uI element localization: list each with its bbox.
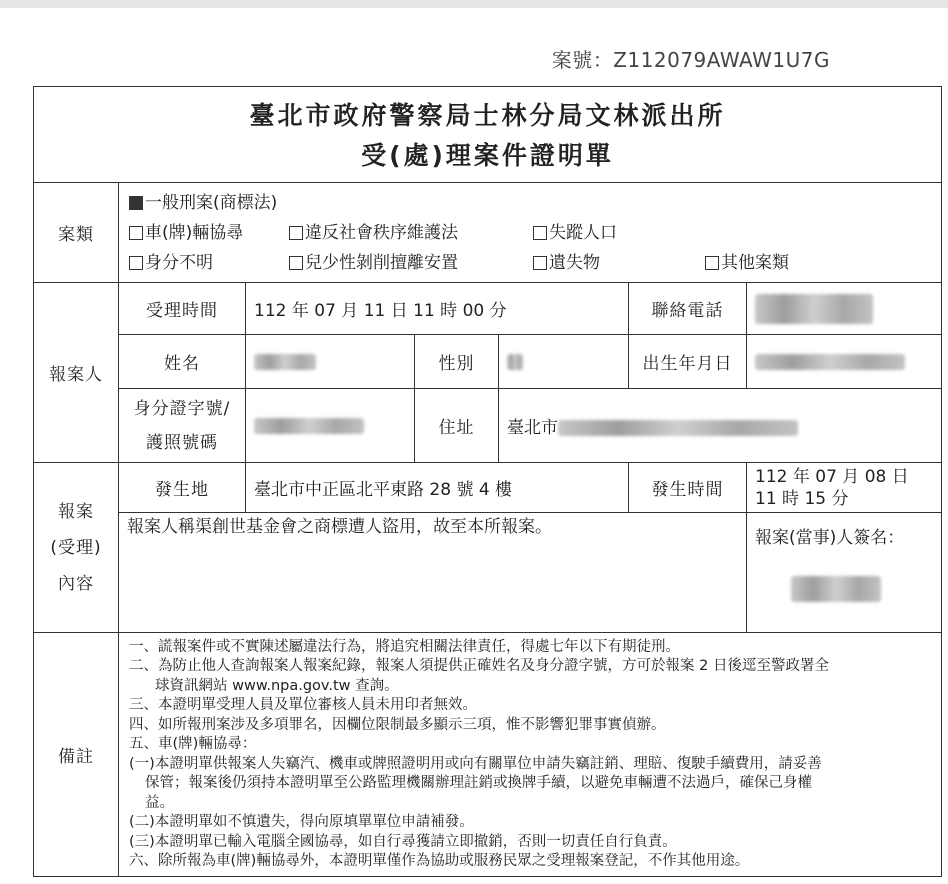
accept-time-label: 受理時間 — [119, 283, 246, 335]
checkbox-empty-icon — [533, 256, 547, 270]
category-label: 案類 — [34, 183, 119, 283]
remark-line: 五、車(牌)輛協尋： — [129, 736, 257, 752]
checkbox-empty-icon — [289, 256, 303, 270]
remark-line: (一)本證明單供報案人失竊汽、機車或牌照證明用或向有關單位申請失竊註銷、理賠、復駛手續費用，請妥善 — [129, 755, 822, 772]
remarks-content — [119, 633, 942, 877]
category-lost-property: 遺失物 — [533, 248, 705, 278]
category-child-exploitation: 兒少性剝削擅離安置 — [289, 248, 533, 278]
category-general-criminal: 一般刑案(商標法) — [129, 188, 277, 218]
remark-line: 四、如所報刑案涉及多項罪名，因欄位限制最多顯示三項，惟不影響犯罪事實偵辦。 — [129, 716, 666, 733]
redacted-signature — [791, 576, 881, 602]
remark-line: 球資訊網站 www.npa.gov.tw 查詢。 — [155, 677, 399, 694]
category-vehicle-search: 車(牌)輛協尋 — [129, 218, 289, 248]
certificate-form — [33, 86, 942, 877]
redacted-name — [254, 354, 316, 370]
title-police-station: 臺北市政府警察局士林分局文林派出所 — [249, 100, 726, 130]
name-value-redacted — [246, 335, 415, 389]
remark-line: 六、除所報為車(牌)輛協尋外，本證明單僅作為協助或服務民眾之受理報案登記，不作其他用途。 — [129, 853, 750, 869]
birth-value-redacted — [747, 335, 942, 389]
checkbox-empty-icon — [289, 226, 303, 240]
checkbox-empty-icon — [705, 256, 719, 270]
address-label: 住址 — [415, 389, 499, 463]
remark-line: 一、謊報案件或不實陳述屬違法行為，將追究相關法律責任，得處七年以下有期徒刑。 — [129, 638, 680, 655]
category-options — [119, 183, 942, 283]
category-other: 其他案類 — [705, 248, 789, 278]
birth-label: 出生年月日 — [629, 335, 747, 389]
id-label: 身分證字號/ 護照號碼 — [119, 389, 246, 463]
occur-time-label: 發生時間 — [629, 463, 747, 513]
signature-cell — [747, 513, 942, 633]
remark-line: (二)本證明單如不慎遺失，得向原填單單位申請補發。 — [129, 814, 474, 830]
gender-value-redacted — [499, 335, 629, 389]
title-certificate: 受(處)理案件證明單 — [361, 140, 614, 170]
remark-line: (三)本證明單已輸入電腦全國協尋，如自行尋獲請立即撤銷，否則一切責任自行負責。 — [129, 833, 677, 850]
redacted-gender — [507, 354, 523, 370]
category-social-order: 違反社會秩序維護法 — [289, 218, 533, 248]
report-content-section-label: 報案 (受理) 內容 — [34, 463, 119, 633]
remarks-label: 備註 — [34, 633, 119, 877]
redacted-phone — [755, 294, 873, 324]
occur-time-value: 112 年 07 月 08 日 11 時 15 分 — [747, 463, 942, 513]
form-title — [34, 87, 942, 183]
accept-time-value: 112 年 07 月 11 日 11 時 00 分 — [246, 283, 629, 335]
redacted-address — [558, 420, 798, 436]
location-value: 臺北市中正區北平東路 28 號 4 樓 — [246, 463, 629, 513]
redacted-id-number — [254, 418, 364, 434]
checkbox-empty-icon — [533, 226, 547, 240]
signature-label: 報案(當事)人簽名： — [755, 528, 905, 548]
case-number: 案號：Z112079AWAW1U7G — [551, 48, 830, 72]
remark-line: 二、為防止他人查詢報案人報案紀錄，報案人須提供正確姓名及身分證字號，方可於報案 2 日後逕至警政署全 — [129, 658, 829, 674]
phone-value-redacted — [747, 283, 942, 335]
checkbox-empty-icon — [129, 226, 143, 240]
id-value-redacted — [246, 389, 415, 463]
checkbox-empty-icon — [129, 256, 143, 270]
category-missing-person: 失蹤人口 — [533, 218, 617, 248]
phone-label: 聯絡電話 — [629, 283, 747, 335]
redacted-birthdate — [755, 354, 905, 370]
top-shade — [0, 0, 948, 8]
location-label: 發生地 — [119, 463, 246, 513]
remark-line: 益。 — [145, 794, 174, 811]
gender-label: 性別 — [415, 335, 499, 389]
reporter-section-label: 報案人 — [34, 283, 119, 463]
category-unknown-identity: 身分不明 — [129, 248, 289, 278]
remark-line: 保管；報案後仍須持本證明單至公路監理機關辦理註銷或換牌手續，以避免車輛遭不法過戶，確保己身權 — [145, 775, 812, 791]
report-description: 報案人稱渠創世基金會之商標遭人盜用，故至本所報案。 — [119, 513, 747, 633]
remark-line: 三、本證明單受理人員及單位審核人員未用印者無效。 — [129, 697, 477, 713]
checkbox-checked-icon — [129, 196, 143, 210]
name-label: 姓名 — [119, 335, 246, 389]
address-value: 臺北市 — [499, 389, 942, 463]
